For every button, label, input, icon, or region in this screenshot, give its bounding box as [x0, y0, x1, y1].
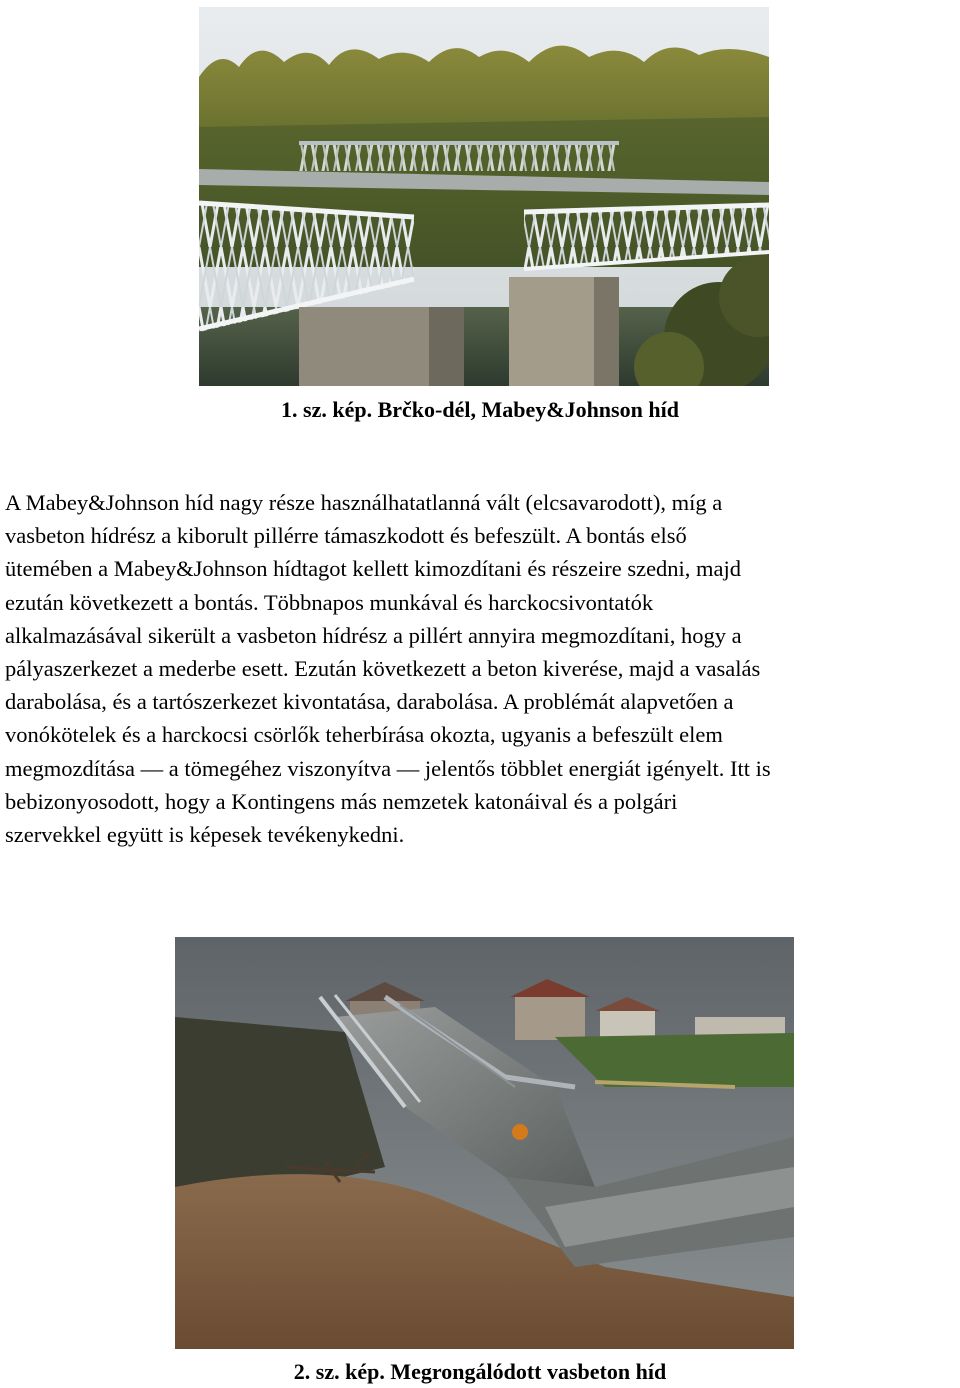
paragraph-line: ezután következett a bontás. Többnapos munkával és harckocsivontatók	[5, 589, 654, 615]
paragraph-line: alkalmazásával sikerült a vasbeton hídrész a pillért annyira megmozdítani, hogy a	[5, 622, 742, 648]
bridge-photo	[199, 7, 769, 386]
paragraph-line: ütemében a Mabey&Johnson hídtagot kellett kimozdítani és részeire szedni, majd	[5, 556, 742, 582]
paragraph-line: pályaszerkezet a mederbe esett. Ezután következett a beton kiverése, majd a vasalás	[5, 656, 761, 682]
body-paragraph	[5, 486, 960, 851]
paragraph-line: megmozdítása — a tömegéhez viszonyítva — jelentős többlet energiát igényelt. Itt is	[5, 755, 771, 781]
collapsed-bridge-photo	[175, 937, 794, 1349]
collapsed-bridge-photo-drawing	[175, 937, 794, 1349]
paragraph-line: vasbeton hídrész a kiborult pillérre támaszkodott és befeszült. A bontás első	[5, 523, 687, 549]
paragraph-line: vonókötelek és a harckocsi csörlők teherbírása okozta, ugyanis a befeszült elem	[5, 722, 723, 748]
figure-1-caption: 1. sz. kép. Brčko-dél, Mabey&Johnson híd	[281, 397, 679, 422]
bridge-photo-drawing	[199, 7, 769, 386]
paragraph-line: A Mabey&Johnson híd nagy része használhatatlanná vált (elcsavarodott), míg a	[5, 490, 723, 515]
paragraph-line: darabolása, és a tartószerkezet kivontatása, darabolása. A problémát alapvetően a	[5, 689, 734, 715]
paragraph-line: szervekkel együtt is képesek tevékenykedni.	[5, 822, 405, 848]
paragraph-line: bebizonyosodott, hogy a Kontingens más nemzetek katonáival és a polgári	[5, 788, 678, 814]
figure-2-caption: 2. sz. kép. Megrongálódott vasbeton híd	[293, 1359, 667, 1384]
